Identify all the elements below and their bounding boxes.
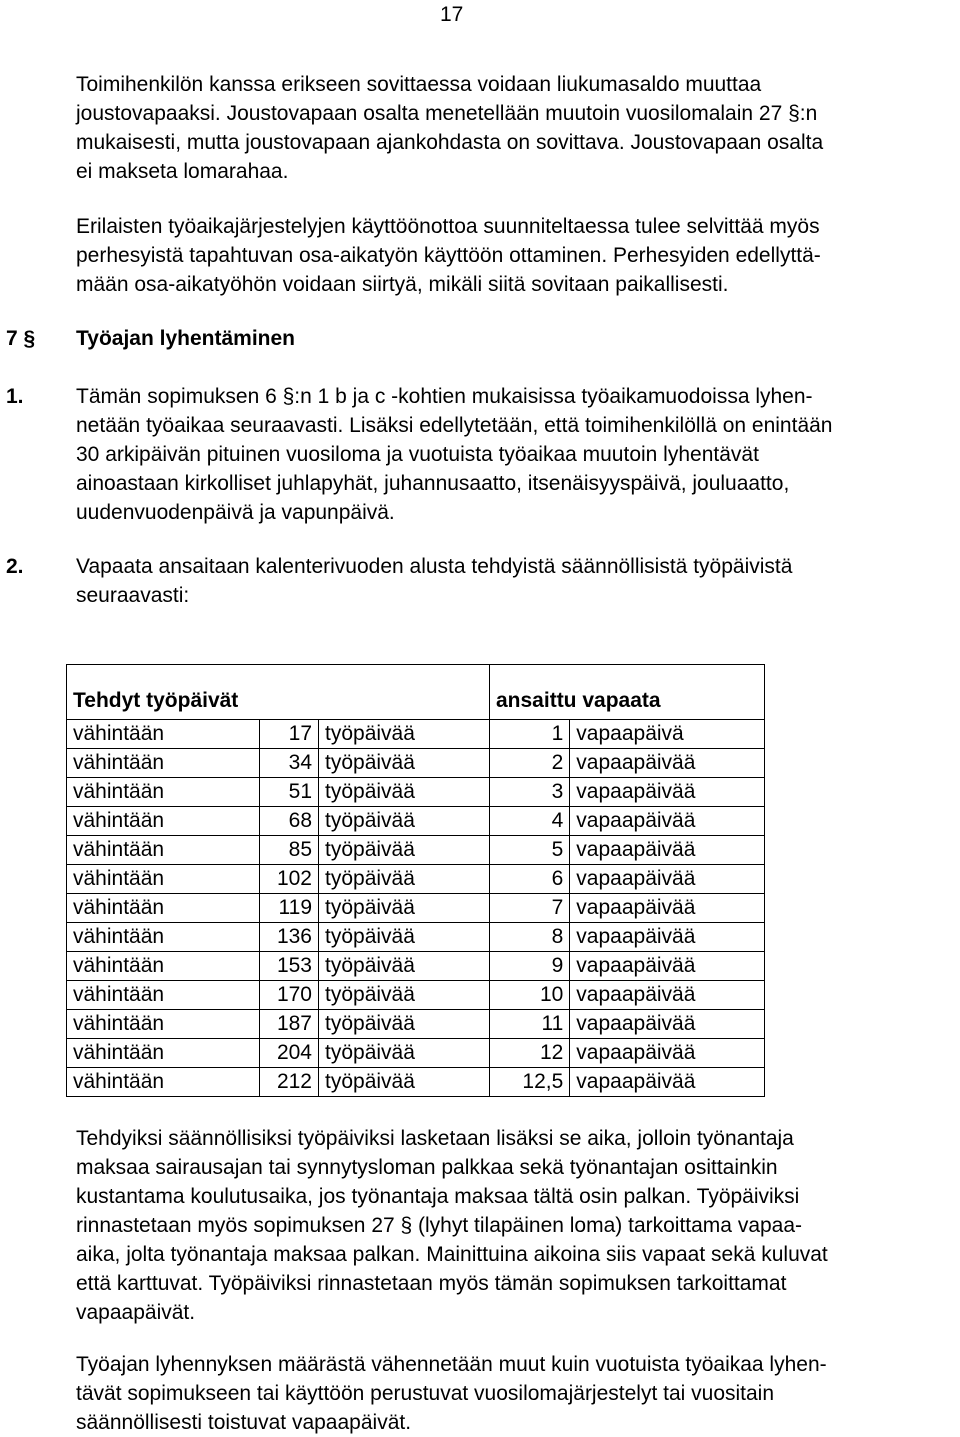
cell-days-unit: työpäivää [319, 923, 490, 952]
table-row [67, 1010, 765, 1039]
cell-days: 85 [260, 836, 319, 865]
table-row [67, 865, 765, 894]
paragraph-tyopaivat: Tehdyiksi säännöllisiksi työpäiviksi lasketaan lisäksi se aika, jolloin työnantaja maksaa sairausajan tai synnytysloman palkkaa sekä työnantajan osittainkin kustantama koulutusaika, jos työnantaja maksaa tältä osin palkan. Työpäiviksi rinnastetaan myös sopimuksen 27 § (lyhyt tilapäinen loma) tarkoittama vapaa- aika, jolta työnantaja maksaa palkan. Mainittuina aikoina siis vapaat sekä kuluvat että karttuvat. Työpäiviksi rinnastetaan myös tämän sopimuksen tarkoittamat vapaapäivät. [76, 1127, 828, 1324]
item-text-2: Vapaata ansaitaan kalenterivuoden alusta tehdyistä säännöllisistä työpäivistä seuraavasti: [76, 555, 793, 607]
cell-days-unit: työpäivää [319, 836, 490, 865]
item-number-1: 1. [6, 385, 24, 408]
cell-prefix: vähintään [67, 1039, 260, 1068]
table-row [67, 923, 765, 952]
cell-days-unit: työpäivää [319, 981, 490, 1010]
cell-days: 119 [260, 894, 319, 923]
section-heading [6, 324, 295, 353]
cell-days-unit: työpäivää [319, 807, 490, 836]
cell-free: 8 [490, 923, 570, 952]
cell-days: 17 [260, 720, 319, 749]
table-row [67, 952, 765, 981]
paragraph-vahennys: Työajan lyhennyksen määrästä vähennetään muut kuin vuotuista työaikaa lyhen- tävät sopimukseen tai käyttöön perustuvat vuosilomajärjestelyt tai vuositain säännöllisesti toistuvat vapaapäivät. [76, 1353, 827, 1434]
cell-free-unit: vapaapäivää [570, 1010, 765, 1039]
paragraph-perhesyyt: Erilaisten työaikajärjestelyjen käyttöönottoa suunniteltaessa tulee selvittää myös perhesyistä tapahtuvan osa-aikatyön käyttöön ottaminen. Perhesyiden edellyttä- mään osa-aikatyöhön voidaan siirtyä, mikäli siitä sovitaan paikallisesti. [76, 215, 821, 296]
item-text-1: Tämän sopimuksen 6 §:n 1 b ja c -kohtien mukaisissa työaikamuodoissa lyhen- netään työaikaa seuraavasti. Lisäksi edellytetään, että toimihenkilöllä on enintään 30 arkipäivän pituinen vuosiloma ja vuotuista työaikaa muutoin lyhentävät ainoastaan kirkolliset juhlapyhät, juhannusaatto, itsenäisyyspäivä, jouluaatto, uudenvuodenpäivä ja vapunpäivä. [76, 385, 833, 524]
cell-free: 12 [490, 1039, 570, 1068]
cell-prefix: vähintään [67, 807, 260, 836]
cell-free-unit: vapaapäivää [570, 778, 765, 807]
cell-days-unit: työpäivää [319, 865, 490, 894]
cell-free-unit: vapaapäivää [570, 952, 765, 981]
cell-days: 102 [260, 865, 319, 894]
paragraph-joustovapaa: Toimihenkilön kanssa erikseen sovittaessa voidaan liukumasaldo muuttaa joustovapaaksi. Joustovapaan osalta menetellään muutoin vuosilomalain 27 §:n mukaisesti, mutta joustovapaan ajankohdasta on sovittava. Joustovapaan osalta ei makseta lomarahaa. [76, 73, 824, 183]
table-header-row [67, 665, 765, 720]
cell-days: 68 [260, 807, 319, 836]
cell-free-unit: vapaapäivää [570, 981, 765, 1010]
cell-days: 136 [260, 923, 319, 952]
cell-days: 34 [260, 749, 319, 778]
cell-free: 12,5 [490, 1068, 570, 1097]
cell-days-unit: työpäivää [319, 720, 490, 749]
cell-days: 153 [260, 952, 319, 981]
cell-free-unit: vapaapäivää [570, 749, 765, 778]
table-row [67, 778, 765, 807]
cell-free-unit: vapaapäivää [570, 1068, 765, 1097]
header-earned-leave: ansaittu vapaata [490, 665, 765, 720]
cell-free-unit: vapaapäivää [570, 894, 765, 923]
cell-free-unit: vapaapäivää [570, 807, 765, 836]
cell-days: 51 [260, 778, 319, 807]
cell-days: 212 [260, 1068, 319, 1097]
cell-prefix: vähintään [67, 778, 260, 807]
table-row [67, 807, 765, 836]
table-row [67, 981, 765, 1010]
cell-days: 187 [260, 1010, 319, 1039]
cell-free: 7 [490, 894, 570, 923]
cell-days-unit: työpäivää [319, 778, 490, 807]
cell-free-unit: vapaapäivää [570, 865, 765, 894]
cell-free-unit: vapaapäivä [570, 720, 765, 749]
cell-free-unit: vapaapäivää [570, 1039, 765, 1068]
page-number: 17 [440, 3, 464, 26]
table-row [67, 749, 765, 778]
cell-days-unit: työpäivää [319, 952, 490, 981]
cell-prefix: vähintään [67, 865, 260, 894]
section-title: Työajan lyhentäminen [76, 327, 295, 350]
cell-free: 2 [490, 749, 570, 778]
cell-free: 11 [490, 1010, 570, 1039]
cell-days: 204 [260, 1039, 319, 1068]
cell-days-unit: työpäivää [319, 1068, 490, 1097]
header-worked-days: Tehdyt työpäivät [67, 665, 490, 720]
cell-free: 3 [490, 778, 570, 807]
table-row [67, 836, 765, 865]
cell-prefix: vähintään [67, 923, 260, 952]
cell-free: 1 [490, 720, 570, 749]
cell-days-unit: työpäivää [319, 1039, 490, 1068]
cell-free-unit: vapaapäivää [570, 836, 765, 865]
item-number-2: 2. [6, 555, 24, 578]
cell-free: 10 [490, 981, 570, 1010]
cell-prefix: vähintään [67, 981, 260, 1010]
cell-days: 170 [260, 981, 319, 1010]
cell-days-unit: työpäivää [319, 749, 490, 778]
cell-prefix: vähintään [67, 1010, 260, 1039]
cell-days-unit: työpäivää [319, 1010, 490, 1039]
section-number: 7 § [6, 327, 36, 350]
cell-prefix: vähintään [67, 749, 260, 778]
cell-prefix: vähintään [67, 1068, 260, 1097]
table-row [67, 1039, 765, 1068]
cell-prefix: vähintään [67, 836, 260, 865]
cell-prefix: vähintään [67, 952, 260, 981]
cell-free: 5 [490, 836, 570, 865]
table-row [67, 894, 765, 923]
workdays-table [66, 664, 765, 1097]
table-row [67, 720, 765, 749]
cell-free: 6 [490, 865, 570, 894]
table-row [67, 1068, 765, 1097]
cell-days-unit: työpäivää [319, 894, 490, 923]
cell-prefix: vähintään [67, 894, 260, 923]
cell-prefix: vähintään [67, 720, 260, 749]
cell-free: 9 [490, 952, 570, 981]
cell-free-unit: vapaapäivää [570, 923, 765, 952]
cell-free: 4 [490, 807, 570, 836]
